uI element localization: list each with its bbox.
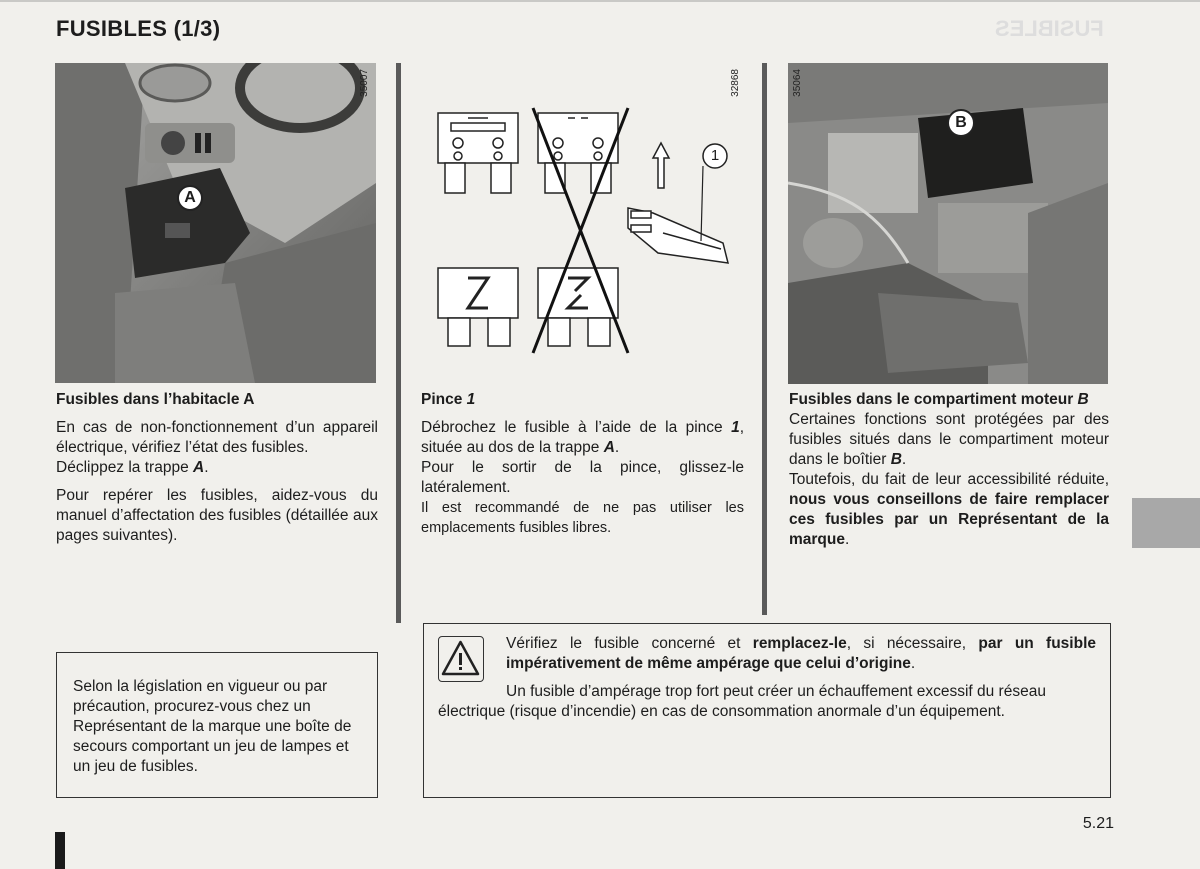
heading-interior-fuses: Fusibles dans l’habitacle A: [56, 391, 255, 408]
heading-pliers: [421, 390, 744, 410]
title-page-count: (1/3): [173, 16, 221, 41]
column-pliers: [421, 390, 744, 546]
pliers-heading-text: Pince: [421, 391, 467, 408]
photo-interior-fuse-cover: [55, 63, 376, 383]
note-text: Selon la législation en vigueur ou par précaution, procurez-vous chez un Représentant de la marque une boîte de secours comportant un jeu de lampes et un jeu de fusibles.: [73, 678, 352, 775]
remove-fuse-cover-ref: A: [603, 439, 615, 456]
photo-code-right: 35064: [792, 69, 803, 97]
accessibility-text: Toutefois, du fait de leur accessibilité réduite,: [789, 471, 1109, 488]
accessibility-period: .: [845, 531, 850, 548]
paragraph-remove-fuse: [421, 418, 744, 458]
warning-text-c: , si nécessaire,: [846, 635, 979, 652]
pliers-heading-ref: 1: [466, 391, 476, 408]
photo-code-left: 35007: [359, 69, 370, 97]
remove-fuse-text-b: , située au dos de la trappe: [421, 419, 744, 456]
diagram-fuse-pliers: [403, 63, 761, 385]
note-box-emergency-kit: [56, 652, 378, 798]
remove-fuse-text-a: Débrochez le fusible à l’aide de la pince: [421, 419, 732, 436]
paragraph-fuse-manual: Pour repérer les fusibles, aidez-vous du manuel d’affectation des fusibles (détaillée aux pages suivantes).: [56, 487, 378, 544]
bleed-through-title: FUSIBLES: [995, 16, 1104, 41]
protected-functions-box-ref: B: [890, 451, 902, 468]
paragraph-check-fuses: En cas de non-fonctionnement d’un appareil électrique, vérifiez l’état des fusibles.: [56, 419, 378, 456]
paragraph-free-slots: Il est recommandé de ne pas utiliser les emplacements fusibles libres.: [421, 500, 744, 536]
engine-illustration: [788, 63, 1108, 384]
engine-heading-ref: B: [1077, 391, 1089, 408]
accessibility-advice: nous vous conseillons de faire remplacer ces fusibles par un Représentant de la marque: [789, 491, 1109, 548]
marker-a: A: [177, 185, 203, 211]
protected-functions-period: .: [901, 451, 907, 468]
warning-icon: [438, 636, 484, 682]
remove-fuse-period: .: [614, 439, 620, 456]
paragraph-unclip-cover: [56, 458, 378, 478]
title-text: FUSIBLES: [56, 16, 168, 41]
warning-primary: [438, 634, 1096, 674]
warning-period: .: [910, 655, 916, 672]
paragraph-slide-out: Pour le sortir de la pince, glissez-le latéralement.: [421, 459, 744, 496]
paragraph-protected-functions: [789, 410, 1109, 470]
top-edge-line: [0, 0, 1200, 2]
marker-1: 1: [710, 147, 720, 164]
column-engine-fuses: [789, 390, 1109, 558]
page-number: 5.21: [1082, 815, 1114, 832]
warning-text-a: Vérifiez le fusible concerné et: [506, 635, 753, 652]
bottom-edge-marker: [55, 832, 65, 869]
unclip-cover-ref: A: [193, 459, 205, 476]
engine-heading-text: Fusibles dans le compartiment moteur: [789, 391, 1078, 408]
warning-secondary: Un fusible d’ampérage trop fort peut créer un échauffement excessif du réseau électrique (risque d’incendie) en cas de consommation anormale d’un équipement.: [438, 683, 1046, 720]
paragraph-accessibility: [789, 470, 1109, 550]
column-interior-fuses: [56, 390, 378, 554]
unclip-text: Déclippez la trappe: [56, 459, 193, 476]
fuse-diagram: [403, 63, 761, 385]
chapter-side-tab: [1132, 498, 1200, 548]
column-divider-right: [762, 63, 767, 615]
unclip-period: .: [204, 459, 209, 476]
heading-engine-fuses: [789, 390, 1109, 410]
warning-box: [423, 623, 1111, 798]
interior-illustration: [55, 63, 376, 383]
photo-engine-fuse-box: [788, 63, 1108, 384]
column-divider-left: [396, 63, 401, 623]
marker-b: B: [947, 109, 975, 137]
photo-code-middle: 32868: [730, 69, 741, 97]
warning-same-amperage: par un fusible impérativement de même ampérage que celui d’origine: [506, 635, 1097, 672]
warning-replace-it: remplacez-le: [752, 635, 847, 652]
remove-fuse-pliers-ref: 1: [731, 419, 740, 436]
protected-functions-text: Certaines fonctions sont protégées par des fusibles situés dans le compartiment moteur dans le boîtier: [789, 411, 1109, 468]
page-title: [56, 16, 220, 42]
warning-triangle-icon: [439, 637, 482, 680]
